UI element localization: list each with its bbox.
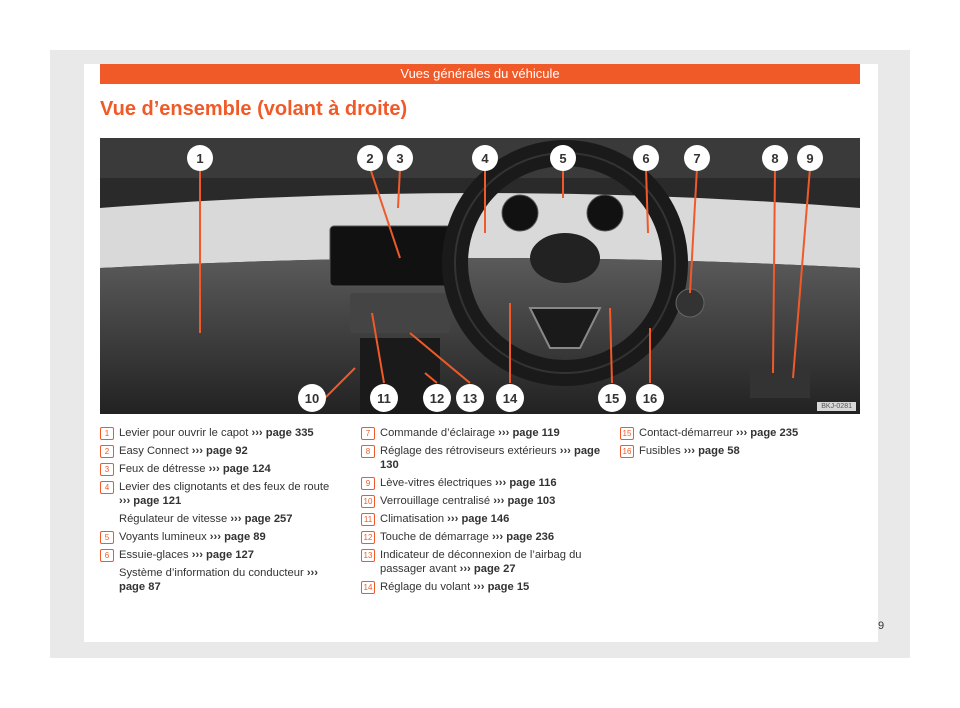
- page-link[interactable]: ››› page 119: [498, 427, 560, 439]
- legend-item-16: [620, 444, 850, 458]
- callout-15: [598, 384, 626, 412]
- page-link[interactable]: ››› page 127: [191, 549, 254, 561]
- callout-11: [370, 384, 398, 412]
- legend-number: 5: [100, 531, 114, 544]
- callout-7: [684, 145, 710, 171]
- legend-item-12: [361, 530, 606, 544]
- figure-code: BKJ-0281: [817, 402, 856, 411]
- legend-text: Fusibles: [639, 445, 681, 457]
- page-link[interactable]: ››› page 121: [119, 495, 182, 507]
- legend-text: Réglage du volant: [380, 581, 471, 593]
- legend-text: Levier pour ouvrir le capot: [119, 427, 249, 439]
- page-link[interactable]: ››› page 116: [495, 477, 557, 489]
- legend-number: 15: [620, 427, 634, 440]
- legend-item-2: [100, 444, 340, 458]
- svg-text:11: 11: [377, 391, 391, 406]
- legend-item-1: [100, 426, 340, 440]
- legend-item-14: [361, 580, 606, 594]
- legend-column-2: [361, 426, 606, 598]
- dashboard-photo: [100, 138, 860, 414]
- callout-16: [636, 384, 664, 412]
- legend-item-10: [361, 494, 606, 508]
- page-link[interactable]: ››› page 130: [380, 445, 601, 471]
- page-link[interactable]: ››› page 146: [447, 513, 510, 525]
- page-link[interactable]: ››› page 15: [473, 581, 530, 593]
- legend-item-6: [100, 548, 340, 562]
- page-link[interactable]: ››› page 89: [209, 531, 266, 543]
- legend-text: Commande d’éclairage: [380, 427, 496, 439]
- legend-item-4: [100, 480, 340, 508]
- legend-item-6b: [100, 566, 340, 594]
- legend-text: Lève-vitres électriques: [380, 477, 492, 489]
- page-link[interactable]: ››› page 58: [683, 445, 740, 457]
- callout-10: [298, 384, 326, 412]
- callout-9: [797, 145, 823, 171]
- callout-2: [357, 145, 383, 171]
- legend-number: 14: [361, 581, 375, 594]
- page-link[interactable]: ››› page 27: [459, 563, 516, 575]
- callout-4: [472, 145, 498, 171]
- legend-number: 10: [361, 495, 375, 508]
- svg-text:10: 10: [304, 391, 320, 406]
- callout-8: [762, 145, 788, 171]
- legend-number: 8: [361, 445, 375, 458]
- callout-6: [633, 145, 659, 171]
- svg-text:9: 9: [806, 151, 814, 166]
- svg-text:7: 7: [693, 151, 701, 166]
- callout-5: [550, 145, 576, 171]
- page-number: 9: [878, 620, 885, 632]
- legend-number: 12: [361, 531, 375, 544]
- legend-number: 7: [361, 427, 375, 440]
- callout-13: [456, 384, 484, 412]
- legend-number: 11: [361, 513, 375, 526]
- page-link[interactable]: ››› page 87: [119, 567, 318, 593]
- legend-text: Réglage des rétroviseurs extérieurs: [380, 445, 557, 457]
- legend-text: Régulateur de vitesse: [119, 513, 228, 525]
- legend-item-4b: [100, 512, 340, 526]
- legend-item-3: [100, 462, 340, 476]
- section-title: Vue d’ensemble (volant à droite): [100, 98, 408, 120]
- svg-text:13: 13: [462, 391, 478, 406]
- legend-text: Contact-démarreur: [639, 427, 733, 439]
- legend-item-15: [620, 426, 850, 440]
- dashboard-illustration: [100, 138, 860, 414]
- legend-item-9: [361, 476, 606, 490]
- svg-text:5: 5: [559, 151, 567, 166]
- legend-number: 2: [100, 445, 114, 458]
- svg-text:6: 6: [642, 151, 650, 166]
- legend-item-7: [361, 426, 606, 440]
- page-link[interactable]: ››› page 124: [208, 463, 271, 475]
- callout-3: [387, 145, 413, 171]
- callout-14: [496, 384, 524, 412]
- legend-item-8: [361, 444, 606, 472]
- legend-text: Verrouillage centralisé: [380, 495, 491, 507]
- svg-text:4: 4: [481, 151, 489, 166]
- svg-text:15: 15: [604, 391, 620, 406]
- page-link[interactable]: ››› page 335: [251, 427, 314, 439]
- legend-number: 6: [100, 549, 114, 562]
- svg-text:14: 14: [502, 391, 518, 406]
- legend-number: 1: [100, 427, 114, 440]
- legend-number: 9: [361, 477, 375, 490]
- legend-text: Voyants lumineux: [119, 531, 207, 543]
- legend-column-3: [620, 426, 850, 462]
- page-link[interactable]: ››› page 103: [493, 495, 556, 507]
- chapter-header: Vues générales du véhicule: [100, 64, 860, 84]
- legend-text: Indicateur de déconnexion de l’airbag du passager avant: [380, 549, 582, 575]
- legend-text: Touche de démarrage: [380, 531, 489, 543]
- callout-12: [423, 384, 451, 412]
- page-link[interactable]: ››› page 235: [736, 427, 799, 439]
- page-link[interactable]: ››› page 92: [191, 445, 248, 457]
- page-link[interactable]: ››› page 236: [491, 531, 555, 543]
- svg-text:3: 3: [396, 151, 404, 166]
- svg-text:2: 2: [366, 151, 374, 166]
- callout-1: [187, 145, 213, 171]
- svg-text:8: 8: [771, 151, 779, 166]
- legend-number: 13: [361, 549, 375, 562]
- legend-number: 3: [100, 463, 114, 476]
- svg-text:1: 1: [196, 151, 204, 166]
- legend-text: Feux de détresse: [119, 463, 206, 475]
- legend-text: Climatisation: [380, 513, 445, 525]
- legend-text: Essuie-glaces: [119, 549, 189, 561]
- legend-text: Système d’information du conducteur: [119, 567, 304, 579]
- legend-text: Levier des clignotants et des feux de route: [119, 481, 330, 493]
- legend-number: 16: [620, 445, 634, 458]
- svg-text:16: 16: [642, 391, 658, 406]
- legend-column-1: [100, 426, 340, 598]
- legend-text: Easy Connect: [119, 445, 189, 457]
- legend-item-5: [100, 530, 340, 544]
- legend-number: 4: [100, 481, 114, 494]
- legend-item-11: [361, 512, 606, 526]
- page-link[interactable]: ››› page 257: [230, 513, 293, 525]
- legend-item-13: [361, 548, 606, 576]
- svg-text:12: 12: [429, 391, 445, 406]
